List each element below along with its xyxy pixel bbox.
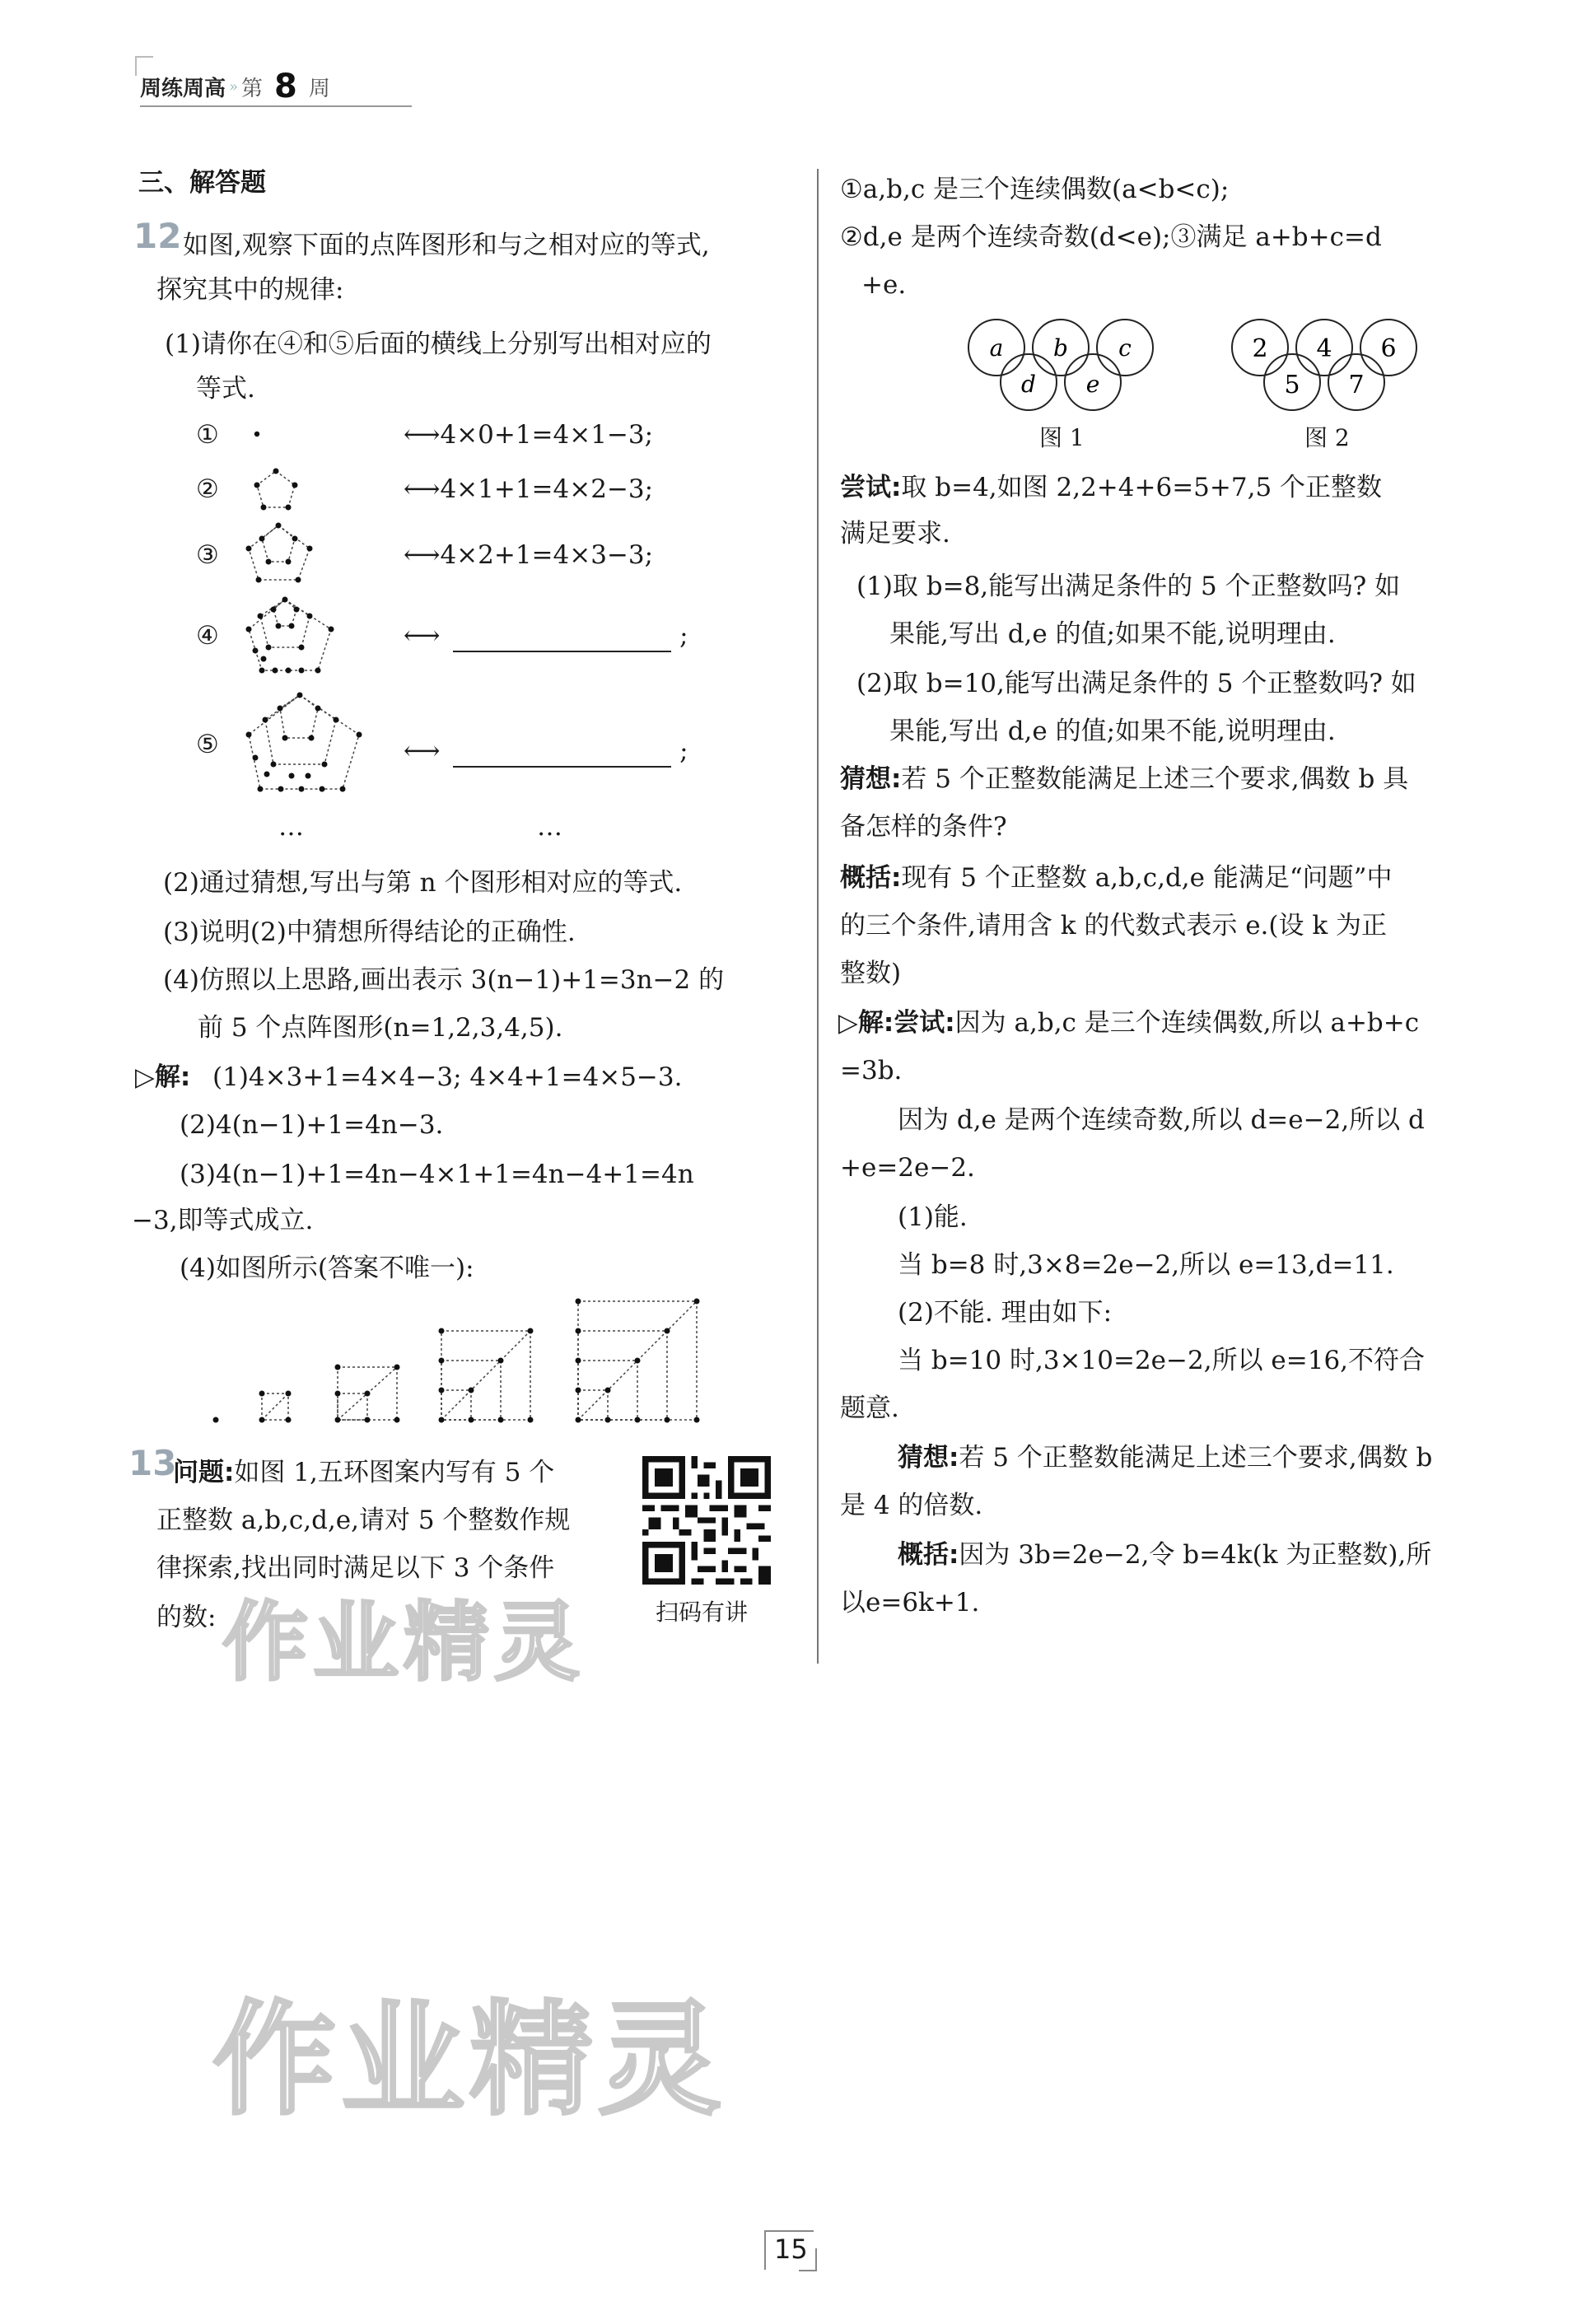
q13-problem-line2: 正整数 a,b,c,d,e,请对 5 个整数作规 xyxy=(156,1505,571,1535)
guess-text1: 若 5 个正整数能满足上述三个要求,偶数 b 具 xyxy=(901,764,1409,794)
dot-figure-2 xyxy=(247,464,305,514)
row-5-answer-line xyxy=(404,735,688,768)
q12-solution-label: ▷解: xyxy=(135,1062,191,1092)
q13-solution-general-label: 概括: xyxy=(898,1540,959,1570)
q12-part4-line1: (4)仿照以上思路,画出表示 3(n−1)+1=3n−2 的 xyxy=(163,965,725,995)
ring-value-4: 4 xyxy=(1316,334,1332,363)
row-5-index: ⑤ xyxy=(196,730,219,759)
column-divider xyxy=(817,169,819,1664)
q12-solution-4: (4)如图所示(答案不唯一): xyxy=(180,1253,474,1283)
q12-solution-3-line1: (3)4(n−1)+1=4n−4×1+1=4n−4+1=4n xyxy=(180,1160,694,1189)
general-line3: 整数) xyxy=(840,959,902,988)
row-4-arrow: ⟷ xyxy=(404,621,441,651)
q13-problem-line3: 律探索,找出同时满足以下 3 个条件 xyxy=(156,1553,555,1583)
row-1-equation: ⟷4×0+1=4×1−3; xyxy=(404,420,654,450)
q12-part3: (3)说明(2)中猜想所得结论的正确性. xyxy=(163,917,576,947)
series-title: 周练周高 xyxy=(140,76,226,101)
try-part1-line1: (1)取 b=8,能写出满足条件的 5 个正整数吗? 如 xyxy=(856,572,1401,601)
row-1-index: ① xyxy=(196,420,219,450)
q13-problem-label: 问题: xyxy=(173,1458,235,1487)
general-line2: 的三个条件,请用含 k 的代数式表示 e.(设 k 为正 xyxy=(840,911,1387,941)
figure-2-caption: 图 2 xyxy=(1304,424,1350,451)
guess-line2: 备怎样的条件? xyxy=(840,812,1007,842)
ring-label-e: e xyxy=(1085,371,1100,398)
figure-1-caption: 图 1 xyxy=(1039,424,1085,451)
ellipsis-right: … xyxy=(537,812,562,842)
week-prefix: 第 xyxy=(241,76,264,101)
ring-label-b: b xyxy=(1053,334,1068,362)
q13-condition-2: ②d,e 是两个连续奇数(d<e);③满足 a+b+c=d xyxy=(840,222,1382,252)
ellipsis-left: … xyxy=(278,812,304,842)
question-13-number: 13 xyxy=(128,1443,177,1483)
row-3-index: ③ xyxy=(196,540,219,570)
header-rule xyxy=(140,105,412,107)
row-2-index: ② xyxy=(196,474,219,504)
qr-code-icon[interactable] xyxy=(642,1456,771,1585)
q13-solution-try-label: 尝试: xyxy=(894,1008,955,1038)
q13-solution-line12 xyxy=(898,1538,1431,1571)
q12-solution-1: (1)4×3+1=4×4−3; 4×4+1=4×5−3. xyxy=(212,1062,683,1092)
guess-line1 xyxy=(840,763,1408,796)
q13-solution-line8: 当 b=10 时,3×10=2e−2,所以 e=16,不符合 xyxy=(898,1346,1426,1375)
q13-problem-text1: 如图 1,五环图案内写有 5 个 xyxy=(234,1458,555,1487)
row-5-blank[interactable] xyxy=(453,741,671,768)
row-3-equation: ⟷4×2+1=4×3−3; xyxy=(404,540,654,570)
q12-solution-2: (2)4(n−1)+1=4n−3. xyxy=(180,1110,444,1140)
q13-solution-line9: 题意. xyxy=(840,1393,899,1423)
q12-stem-line2: 探究其中的规律: xyxy=(156,275,344,305)
row-4-blank[interactable] xyxy=(453,626,671,652)
q13-solution-guess-text: 若 5 个正整数能满足上述三个要求,偶数 b xyxy=(959,1443,1433,1473)
q13-problem-line4: 的数: xyxy=(156,1603,217,1632)
watermark-upper: 作业精灵 xyxy=(222,1592,586,1692)
week-suffix: 周 xyxy=(308,76,330,101)
q13-solution-line6: 当 b=8 时,3×8=2e−2,所以 e=13,d=11. xyxy=(898,1250,1394,1280)
row-5-arrow: ⟷ xyxy=(404,736,441,766)
q13-solution-line13: 以e=6k+1. xyxy=(840,1588,980,1617)
q13-condition-2-cont: +e. xyxy=(861,270,907,300)
try-part1-line2: 果能,写出 d,e 的值;如果不能,说明理由. xyxy=(889,619,1336,649)
q13-solution-line4: +e=2e−2. xyxy=(840,1153,975,1183)
q12-part1-line1: (1)请你在④和⑤后面的横线上分别写出相对应的 xyxy=(165,329,712,359)
dot-figure-5 xyxy=(244,689,367,796)
q13-condition-1: ①a,b,c 是三个连续偶数(a<b<c); xyxy=(840,175,1230,204)
try-line1 xyxy=(840,471,1382,504)
q13-solution-line1 xyxy=(838,1006,1419,1039)
q13-problem-line1 xyxy=(173,1456,554,1489)
q13-solution-line7: (2)不能. 理由如下: xyxy=(898,1298,1113,1328)
q13-solution-label: ▷解: xyxy=(838,1008,894,1038)
q13-solution-line10 xyxy=(898,1441,1432,1474)
ring-value-5: 5 xyxy=(1284,371,1300,399)
try-part2-line2: 果能,写出 d,e 的值;如果不能,说明理由. xyxy=(889,717,1336,746)
q12-solution-3-line2: −3,即等式成立. xyxy=(132,1206,314,1235)
q12-part1-line2: 等式. xyxy=(196,374,255,404)
ring-value-6: 6 xyxy=(1380,334,1397,363)
watermark-lower: 作业精灵 xyxy=(212,1989,727,2132)
question-12-number: 12 xyxy=(133,216,182,256)
q12-part2: (2)通过猜想,写出与第 n 个图形相对应的等式. xyxy=(163,868,683,898)
qr-caption: 扫码有讲 xyxy=(656,1599,749,1626)
ring-label-c: c xyxy=(1118,334,1132,362)
five-ring-figure-1 xyxy=(964,313,1161,420)
ring-label-d: d xyxy=(1021,371,1036,398)
ring-value-2: 2 xyxy=(1252,334,1268,363)
try-line2: 满足要求. xyxy=(840,519,950,548)
chevron-right-icon: » xyxy=(229,77,239,96)
five-ring-figure-2 xyxy=(1227,313,1425,420)
q13-solution-line11: 是 4 的倍数. xyxy=(840,1491,983,1520)
dot-figure-3 xyxy=(244,519,318,585)
row-5-end: ; xyxy=(679,736,688,766)
q13-solution-line3: 因为 d,e 是两个连续奇数,所以 d=e−2,所以 d xyxy=(898,1105,1425,1135)
q13-solution-guess-label: 猜想: xyxy=(898,1443,959,1473)
try-label: 尝试: xyxy=(840,473,902,502)
section-title: 三、解答题 xyxy=(138,168,266,198)
dot-figure-4 xyxy=(244,593,343,675)
guess-label: 猜想: xyxy=(840,764,902,794)
dot-figure-1 xyxy=(247,422,272,446)
row-4-end: ; xyxy=(679,621,688,651)
q13-solution-general-text: 因为 3b=2e−2,令 b=4k(k 为正整数),所 xyxy=(959,1540,1432,1570)
general-label: 概括: xyxy=(840,863,902,893)
q13-solution-line5: (1)能. xyxy=(898,1202,968,1232)
ring-label-a: a xyxy=(989,334,1004,362)
page-header xyxy=(140,68,330,105)
q12-stem-line1: 如图,观察下面的点阵图形和与之相对应的等式, xyxy=(183,231,710,260)
row-2-equation: ⟷4×1+1=4×2−3; xyxy=(404,474,654,504)
solution-dot-figures xyxy=(198,1290,741,1438)
q13-solution-text1: 因为 a,b,c 是三个连续偶数,所以 a+b+c xyxy=(954,1008,1420,1038)
row-4-answer-line xyxy=(404,619,688,652)
page-number: 15 xyxy=(774,2234,808,2265)
q13-solution-line2: =3b. xyxy=(840,1056,903,1085)
try-part2-line1: (2)取 b=10,能写出满足条件的 5 个正整数吗? 如 xyxy=(856,669,1416,698)
week-number: 8 xyxy=(274,68,297,105)
general-text1: 现有 5 个正整数 a,b,c,d,e 能满足“问题”中 xyxy=(901,863,1393,893)
q12-part4-line2: 前 5 个点阵图形(n=1,2,3,4,5). xyxy=(198,1013,563,1043)
try-text1: 取 b=4,如图 2,2+4+6=5+7,5 个正整数 xyxy=(901,473,1383,502)
general-line1 xyxy=(840,861,1393,894)
row-4-index: ④ xyxy=(196,621,219,651)
ring-value-7: 7 xyxy=(1348,371,1365,399)
